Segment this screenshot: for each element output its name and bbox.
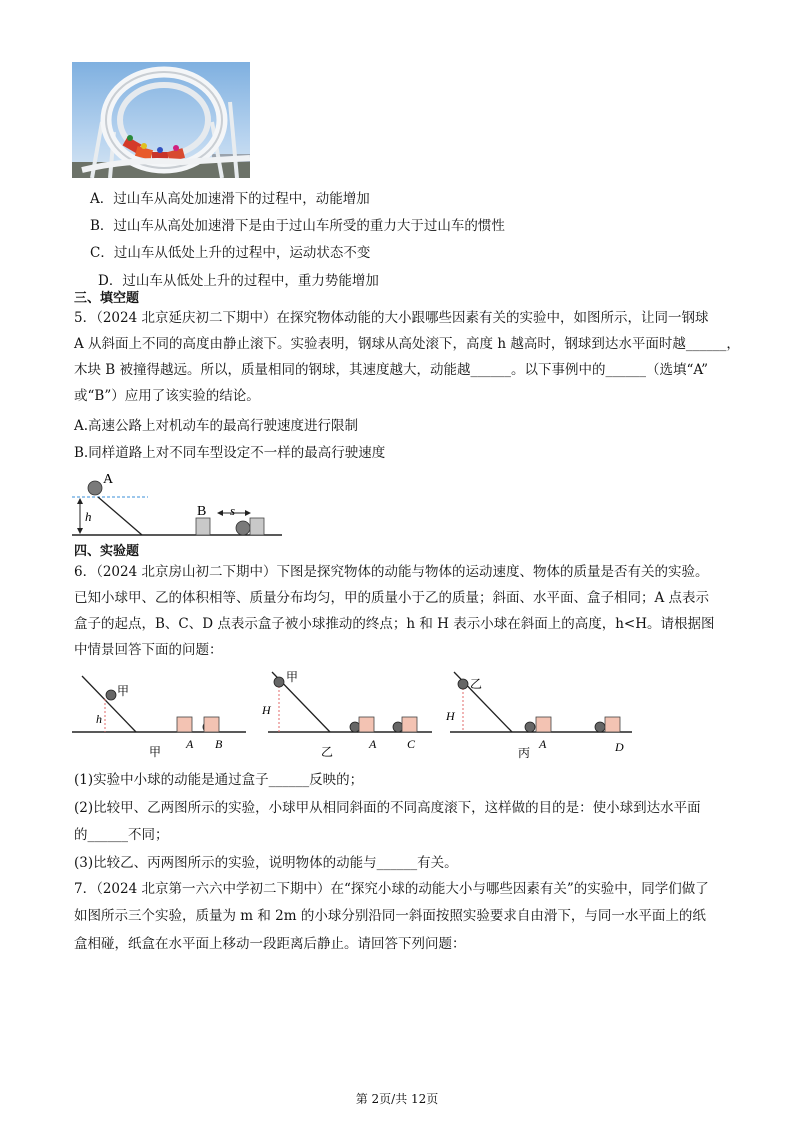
- page-footer: 第 2页/共 12页: [355, 1092, 439, 1106]
- svg-text:h: h: [96, 712, 102, 726]
- q5-line-2: A 从斜面上不同的高度由静止滚下。实验表明，钢球从高处滚下，高度 h 越高时，钢球到达水平面时越______，: [74, 336, 740, 352]
- svg-text:丙: 丙: [518, 746, 531, 760]
- q5-line-3: 木块 B 被撞得越远。所以，质量相同的钢球，其速度越大，动能越______。以下事例中的______（选填“A”: [74, 362, 709, 378]
- roller-coaster-photo: [72, 62, 250, 178]
- q6-line-2: 已知小球甲、乙的体积相等、质量分布均匀，甲的质量小于乙的质量；斜面、水平面、盒子相同；A 点表示: [74, 590, 710, 606]
- q6-line-1: 6．（2024 北京房山初二下期中）下图是探究物体的动能与物体的运动速度、物体的质量是否有关的实验。: [74, 564, 709, 580]
- q5-block-end: [250, 518, 264, 535]
- q7-line-1: 7．（2024 北京第一六六中学初二下期中）在“探究小球的动能大小与哪些因素有关”的实验中，同学们做了: [74, 881, 709, 897]
- q5-option-a: A.高速公路上对机动车的最高行驶速度进行限制: [74, 418, 359, 434]
- q6-sub-2a: (2)比较甲、乙两图所示的实验，小球甲从相同斜面的不同高度滚下，这样做的目的是：使小球到达水平面: [74, 800, 701, 816]
- q5-block-b: [196, 518, 210, 535]
- q4-option-b: B．过山车从高处加速滑下是由于过山车所受的重力大于过山车的惯性: [90, 218, 505, 234]
- svg-text:甲: 甲: [286, 670, 299, 684]
- q7-line-2: 如图所示三个实验，质量为 m 和 2m 的小球分别沿同一斜面按照实验要求自由滑下，与同一水平面上的纸: [74, 908, 706, 924]
- svg-text:B: B: [215, 737, 223, 751]
- svg-text:甲: 甲: [149, 745, 162, 759]
- q6-figure-2: [261, 670, 432, 759]
- q5-ball-label: A: [103, 472, 114, 487]
- q6-line-4: 中情景回答下面的问题：: [74, 642, 223, 658]
- section-heading-experiment: 四、实验题: [74, 544, 140, 559]
- q6-sub-3: (3)比较乙、丙两图所示的实验，说明物体的动能与______有关。: [74, 855, 458, 871]
- q6-sub-1: (1)实验中小球的动能是通过盒子______反映的；: [74, 772, 364, 788]
- svg-text:乙: 乙: [321, 745, 334, 759]
- q5-option-b: B.同样道路上对不同车型设定不一样的最高行驶速度: [74, 445, 386, 461]
- svg-text:A: A: [369, 737, 377, 751]
- svg-text:A: A: [186, 737, 194, 751]
- q7-line-3: 盒相碰，纸盒在水平面上移动一段距离后静止。请回答下列问题：: [74, 936, 466, 952]
- q4-option-d: D．过山车从低处上升的过程中，重力势能增加: [98, 273, 379, 289]
- q5-block-label: B: [197, 504, 207, 519]
- section-heading-fill-in: 三、填空题: [74, 291, 140, 306]
- svg-text:乙: 乙: [470, 677, 483, 691]
- q4-option-c: C．过山车从低处上升的过程中，运动状态不变: [90, 245, 371, 261]
- q6-figure-3: [445, 672, 632, 760]
- q5-distance-label: s: [230, 503, 236, 518]
- q6-sub-2b: 的______不同；: [74, 827, 169, 843]
- svg-text:C: C: [407, 737, 416, 751]
- q5-line-4: 或“B”）应用了该实验的结论。: [74, 388, 260, 404]
- svg-text:D: D: [615, 740, 624, 754]
- q6-figure-1: [72, 676, 246, 759]
- svg-text:H: H: [446, 709, 455, 723]
- q5-line-1: 5．（2024 北京延庆初二下期中）在探究物体动能的大小跟哪些因素有关的实验中，如图所示，让同一钢球: [74, 310, 709, 326]
- q6-line-3: 盒子的起点，B、C、D 点表示盒子被小球推动的终点；h 和 H 表示小球在斜面上的高度，h<H。请根据图: [74, 616, 715, 632]
- svg-text:甲: 甲: [117, 684, 130, 698]
- svg-text:H: H: [262, 703, 271, 717]
- q5-ball-a: [88, 481, 102, 495]
- q5-figure: [72, 470, 284, 540]
- q6-figures: [72, 666, 652, 764]
- q5-ball-end: [236, 521, 250, 535]
- q4-option-a: A．过山车从高处加速滑下的过程中，动能增加: [90, 191, 370, 207]
- q5-height-label: h: [85, 509, 92, 524]
- svg-text:A: A: [539, 737, 547, 751]
